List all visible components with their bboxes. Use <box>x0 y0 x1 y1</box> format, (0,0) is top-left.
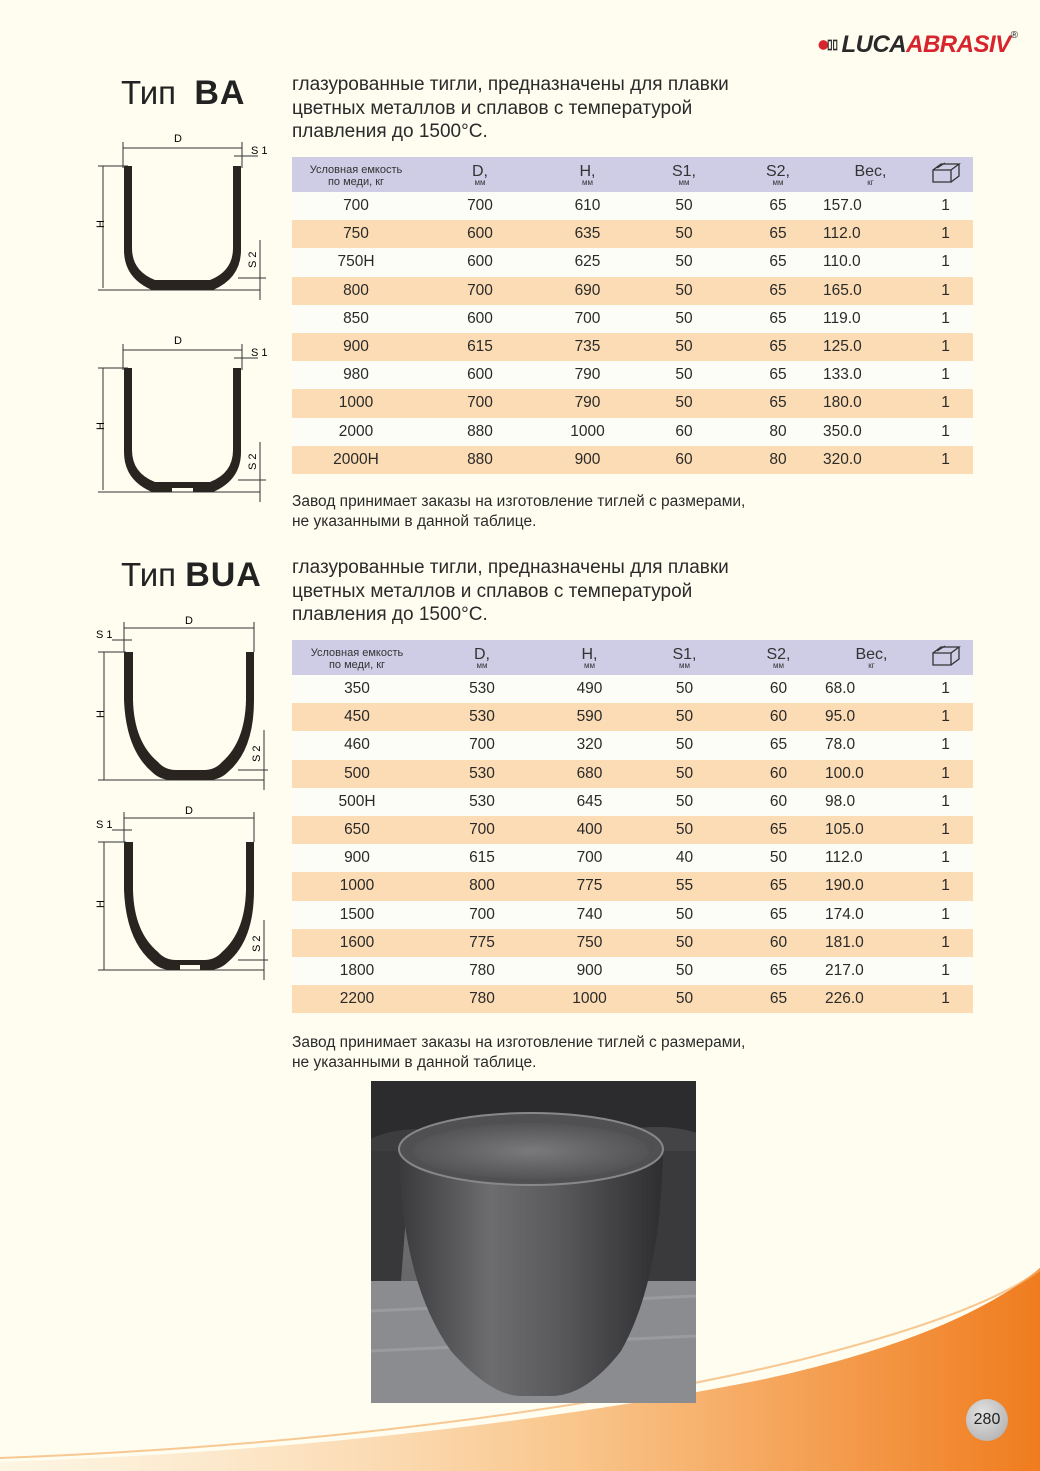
cell-pack: 1 <box>918 220 973 248</box>
box-icon <box>931 162 961 184</box>
label-s2: S 2 <box>251 745 263 762</box>
cell-d: 700 <box>422 731 542 759</box>
label-h: H <box>95 710 107 718</box>
logo-text-abrasiv: ABRASIV <box>906 31 1011 58</box>
cell-weight: 157.0 <box>823 192 918 220</box>
cell-s2: 65 <box>732 731 825 759</box>
cell-pack: 1 <box>918 248 973 276</box>
cell-weight: 78.0 <box>825 731 918 759</box>
header-h-label: H, <box>581 646 598 663</box>
cell-h: 590 <box>542 703 637 731</box>
label-d: D <box>185 805 193 817</box>
cell-d: 880 <box>420 446 540 474</box>
cell-h: 790 <box>540 389 635 417</box>
cell-s2: 80 <box>733 418 823 446</box>
header-capacity <box>292 157 420 192</box>
cell-s2: 65 <box>733 220 823 248</box>
header-pack <box>918 640 973 675</box>
header-s1 <box>635 157 733 192</box>
cell-d: 530 <box>422 788 542 816</box>
cell-d: 615 <box>420 333 540 361</box>
cell-d: 615 <box>422 844 542 872</box>
description-line: цветных металлов и сплавов с температурой <box>292 97 693 119</box>
cell-h: 1000 <box>542 985 637 1013</box>
cell-pack: 1 <box>918 703 973 731</box>
cell-weight: 110.0 <box>823 248 918 276</box>
cell-pack: 1 <box>918 872 973 900</box>
cell-h: 900 <box>542 957 637 985</box>
cell-s2: 65 <box>732 816 825 844</box>
cell-capacity: 1000 <box>292 872 422 900</box>
cell-s2: 65 <box>733 192 823 220</box>
label-d: D <box>174 133 182 145</box>
cell-s1: 55 <box>637 872 732 900</box>
cell-d: 600 <box>420 220 540 248</box>
cell-capacity: 500 <box>292 760 422 788</box>
cell-h: 490 <box>542 675 637 703</box>
cell-s1: 50 <box>637 703 732 731</box>
cell-s1: 50 <box>637 731 732 759</box>
cell-d: 800 <box>422 872 542 900</box>
table-row <box>292 731 973 759</box>
cell-capacity: 1500 <box>292 901 422 929</box>
label-s2: S 2 <box>247 453 259 470</box>
header-pack <box>918 157 973 192</box>
cell-pack: 1 <box>918 305 973 333</box>
table-row <box>292 872 973 900</box>
cell-weight: 105.0 <box>825 816 918 844</box>
cell-weight: 181.0 <box>825 929 918 957</box>
cell-s1: 50 <box>635 277 733 305</box>
cell-pack: 1 <box>918 901 973 929</box>
cell-h: 790 <box>540 361 635 389</box>
label-s2: S 2 <box>247 251 259 268</box>
cell-s1: 50 <box>637 788 732 816</box>
header-s1-unit: мм <box>679 661 690 670</box>
cell-s1: 50 <box>635 389 733 417</box>
table-row <box>292 389 973 417</box>
cell-s1: 40 <box>637 844 732 872</box>
cell-s1: 50 <box>635 192 733 220</box>
cell-pack: 1 <box>918 816 973 844</box>
cell-capacity: 1800 <box>292 957 422 985</box>
table-row <box>292 957 973 985</box>
cell-s1: 50 <box>635 220 733 248</box>
cell-s1: 50 <box>637 760 732 788</box>
crucible-diagram-ba-notched <box>88 330 278 510</box>
cell-s2: 65 <box>733 248 823 276</box>
header-s1 <box>637 640 732 675</box>
note-line: не указанными в данной таблице. <box>292 513 537 530</box>
cell-pack: 1 <box>918 675 973 703</box>
table-row <box>292 816 973 844</box>
label-s2: S 2 <box>251 935 263 952</box>
header-capacity-line1: Условная емкость <box>309 163 403 176</box>
description-ba <box>292 73 729 144</box>
header-d-unit: мм <box>476 661 488 670</box>
cell-s1: 60 <box>635 418 733 446</box>
note-line: Завод принимает заказы на изготовление тиглей с размерами, <box>292 493 746 510</box>
logo-text-luca: LUCA <box>841 31 907 58</box>
cell-s1: 50 <box>637 957 732 985</box>
logo-mark-icon <box>818 30 839 60</box>
cell-capacity: 500H <box>292 788 422 816</box>
cell-capacity: 700 <box>292 192 420 220</box>
cell-pack: 1 <box>918 985 973 1013</box>
cell-capacity: 900 <box>292 333 420 361</box>
label-d: D <box>174 335 182 347</box>
cell-capacity: 2000 <box>292 418 420 446</box>
cell-d: 700 <box>420 389 540 417</box>
cell-pack: 1 <box>918 418 973 446</box>
title-prefix: Тип <box>121 74 177 111</box>
cell-h: 690 <box>540 277 635 305</box>
cell-capacity: 750H <box>292 248 420 276</box>
cell-h: 735 <box>540 333 635 361</box>
table-row <box>292 248 973 276</box>
header-h <box>542 640 637 675</box>
cell-d: 600 <box>420 305 540 333</box>
cell-capacity: 650 <box>292 816 422 844</box>
label-s1: S 1 <box>96 629 113 641</box>
cell-h: 680 <box>542 760 637 788</box>
cell-weight: 112.0 <box>823 220 918 248</box>
label-h: H <box>95 900 107 908</box>
header-h-unit: мм <box>584 661 595 670</box>
note-line: Завод принимает заказы на изготовление тиглей с размерами, <box>292 1034 746 1051</box>
cell-weight: 174.0 <box>825 901 918 929</box>
table-row <box>292 985 973 1013</box>
header-capacity-line2: по меди, кг <box>327 175 385 188</box>
cell-pack: 1 <box>918 788 973 816</box>
description-line: плавления до 1500°С. <box>292 121 488 142</box>
cell-h: 775 <box>542 872 637 900</box>
cell-pack: 1 <box>918 731 973 759</box>
cell-capacity: 2000H <box>292 446 420 474</box>
cell-weight: 125.0 <box>823 333 918 361</box>
table-row <box>292 675 973 703</box>
crucible-diagram-bua-flat <box>88 610 278 795</box>
table-header-row <box>292 640 973 675</box>
description-line: глазурованные тигли, предназначены для плавки <box>292 74 729 95</box>
table-header-row <box>292 157 973 192</box>
cell-h: 645 <box>542 788 637 816</box>
cell-s2: 80 <box>733 446 823 474</box>
cell-s1: 50 <box>637 675 732 703</box>
cell-s1: 50 <box>637 816 732 844</box>
cell-weight: 217.0 <box>825 957 918 985</box>
cell-h: 1000 <box>540 418 635 446</box>
header-h <box>540 157 635 192</box>
label-d: D <box>185 615 193 627</box>
table-row <box>292 703 973 731</box>
cell-d: 780 <box>422 985 542 1013</box>
cell-s2: 65 <box>733 333 823 361</box>
cell-s2: 65 <box>732 872 825 900</box>
table-row <box>292 418 973 446</box>
description-bua <box>292 556 729 627</box>
cell-h: 700 <box>540 305 635 333</box>
cell-weight: 320.0 <box>823 446 918 474</box>
header-weight-unit: кг <box>868 661 875 670</box>
header-d <box>420 157 540 192</box>
note-line: не указанными в данной таблице. <box>292 1054 537 1071</box>
table-row <box>292 277 973 305</box>
cell-pack: 1 <box>918 389 973 417</box>
table-row <box>292 901 973 929</box>
cell-h: 700 <box>542 844 637 872</box>
table-row <box>292 333 973 361</box>
crucible-diagram-ba-flat <box>88 128 278 308</box>
table-row <box>292 929 973 957</box>
cell-d: 700 <box>420 192 540 220</box>
cell-s2: 65 <box>733 305 823 333</box>
cell-h: 400 <box>542 816 637 844</box>
cell-pack: 1 <box>918 333 973 361</box>
table-row <box>292 305 973 333</box>
cell-s2: 65 <box>732 957 825 985</box>
cell-s2: 65 <box>733 277 823 305</box>
cell-d: 880 <box>420 418 540 446</box>
brand-logo <box>818 28 1018 62</box>
cell-weight: 133.0 <box>823 361 918 389</box>
cell-d: 700 <box>422 816 542 844</box>
header-capacity-line2: по меди, кг <box>328 658 386 671</box>
cell-capacity: 900 <box>292 844 422 872</box>
description-line: цветных металлов и сплавов с температурой <box>292 580 693 602</box>
cell-d: 530 <box>422 760 542 788</box>
cell-capacity: 450 <box>292 703 422 731</box>
cell-d: 600 <box>420 248 540 276</box>
header-s2 <box>733 157 823 192</box>
title-code: BUA <box>185 556 262 594</box>
header-s1-label: S1, <box>672 646 697 663</box>
cell-weight: 190.0 <box>825 872 918 900</box>
cell-s2: 50 <box>732 844 825 872</box>
spec-table-ba <box>292 157 973 474</box>
cell-s1: 50 <box>637 901 732 929</box>
label-h: H <box>95 220 107 228</box>
cell-pack: 1 <box>918 844 973 872</box>
header-d-label: D, <box>472 163 488 180</box>
cell-weight: 119.0 <box>823 305 918 333</box>
cell-pack: 1 <box>918 192 973 220</box>
header-d <box>422 640 542 675</box>
description-line: плавления до 1500°С. <box>292 604 488 625</box>
table-row <box>292 446 973 474</box>
cell-d: 780 <box>422 957 542 985</box>
header-d-unit: мм <box>474 178 486 187</box>
header-s2-unit: мм <box>773 661 784 670</box>
header-s2-unit: мм <box>772 178 784 187</box>
cell-pack: 1 <box>918 760 973 788</box>
cell-pack: 1 <box>918 446 973 474</box>
cell-h: 635 <box>540 220 635 248</box>
title-prefix: Тип <box>121 556 177 593</box>
cell-weight: 100.0 <box>825 760 918 788</box>
cell-pack: 1 <box>918 361 973 389</box>
cell-s1: 50 <box>637 929 732 957</box>
title-code: BA <box>194 74 246 112</box>
description-line: глазурованные тигли, предназначены для плавки <box>292 557 729 578</box>
cell-weight: 350.0 <box>823 418 918 446</box>
header-weight <box>825 640 918 675</box>
section-title-bua <box>121 556 262 595</box>
header-h-label: H, <box>579 163 596 180</box>
cell-s2: 65 <box>733 389 823 417</box>
cell-h: 740 <box>542 901 637 929</box>
cell-capacity: 980 <box>292 361 420 389</box>
header-capacity <box>292 640 422 675</box>
table-row <box>292 788 973 816</box>
cell-d: 600 <box>420 361 540 389</box>
cell-d: 775 <box>422 929 542 957</box>
cell-pack: 1 <box>918 957 973 985</box>
cell-weight: 226.0 <box>825 985 918 1013</box>
header-weight <box>823 157 918 192</box>
cell-s1: 60 <box>635 446 733 474</box>
cell-capacity: 1000 <box>292 389 420 417</box>
table-row <box>292 220 973 248</box>
cell-capacity: 800 <box>292 277 420 305</box>
header-h-unit: мм <box>582 178 593 187</box>
header-capacity-line1: Условная емкость <box>310 646 404 659</box>
table-row <box>292 361 973 389</box>
label-s1: S 1 <box>251 145 268 157</box>
cell-weight: 180.0 <box>823 389 918 417</box>
crucible-photo <box>371 1081 696 1403</box>
cell-s2: 65 <box>733 361 823 389</box>
cell-h: 320 <box>542 731 637 759</box>
table-row <box>292 192 973 220</box>
cell-d: 700 <box>420 277 540 305</box>
header-weight-unit: кг <box>867 178 874 187</box>
cell-capacity: 350 <box>292 675 422 703</box>
cell-weight: 68.0 <box>825 675 918 703</box>
header-weight-label: Вес, <box>854 163 887 180</box>
cell-s1: 50 <box>635 361 733 389</box>
cell-h: 900 <box>540 446 635 474</box>
cell-weight: 98.0 <box>825 788 918 816</box>
note-bua <box>292 1033 745 1073</box>
cell-weight: 165.0 <box>823 277 918 305</box>
cell-h: 610 <box>540 192 635 220</box>
header-weight-label: Вес, <box>855 646 888 663</box>
cell-capacity: 850 <box>292 305 420 333</box>
header-d-label: D, <box>474 646 490 663</box>
cell-s2: 60 <box>732 929 825 957</box>
cell-capacity: 750 <box>292 220 420 248</box>
cell-weight: 95.0 <box>825 703 918 731</box>
header-s1-unit: мм <box>678 178 690 187</box>
cell-s2: 60 <box>732 760 825 788</box>
cell-pack: 1 <box>918 277 973 305</box>
logo-registered-mark: ® <box>1010 30 1018 41</box>
cell-d: 700 <box>422 901 542 929</box>
crucible-diagram-bua-notched <box>88 800 278 985</box>
cell-s1: 50 <box>635 305 733 333</box>
cell-h: 750 <box>542 929 637 957</box>
spec-table-bua <box>292 640 973 1013</box>
cell-h: 625 <box>540 248 635 276</box>
label-s1: S 1 <box>251 347 268 359</box>
label-s1: S 1 <box>96 819 113 831</box>
cell-s1: 50 <box>635 333 733 361</box>
cell-s1: 50 <box>637 985 732 1013</box>
note-ba <box>292 492 745 532</box>
table-row <box>292 760 973 788</box>
cell-capacity: 2200 <box>292 985 422 1013</box>
header-s2-label: S2, <box>765 163 790 180</box>
cell-pack: 1 <box>918 929 973 957</box>
cell-d: 530 <box>422 675 542 703</box>
header-s1-label: S1, <box>671 163 696 180</box>
cell-s2: 60 <box>732 675 825 703</box>
cell-s2: 60 <box>732 788 825 816</box>
section-title-ba <box>121 74 245 113</box>
cell-s1: 50 <box>635 248 733 276</box>
cell-d: 530 <box>422 703 542 731</box>
header-s2-label: S2, <box>766 646 791 663</box>
table-row <box>292 844 973 872</box>
cell-weight: 112.0 <box>825 844 918 872</box>
cell-s2: 65 <box>732 901 825 929</box>
cell-capacity: 460 <box>292 731 422 759</box>
label-h: H <box>95 422 107 430</box>
header-s2 <box>732 640 825 675</box>
cell-s2: 60 <box>732 703 825 731</box>
cell-s2: 65 <box>732 985 825 1013</box>
box-icon <box>931 645 961 667</box>
page-number: 280 <box>966 1399 1008 1441</box>
cell-capacity: 1600 <box>292 929 422 957</box>
